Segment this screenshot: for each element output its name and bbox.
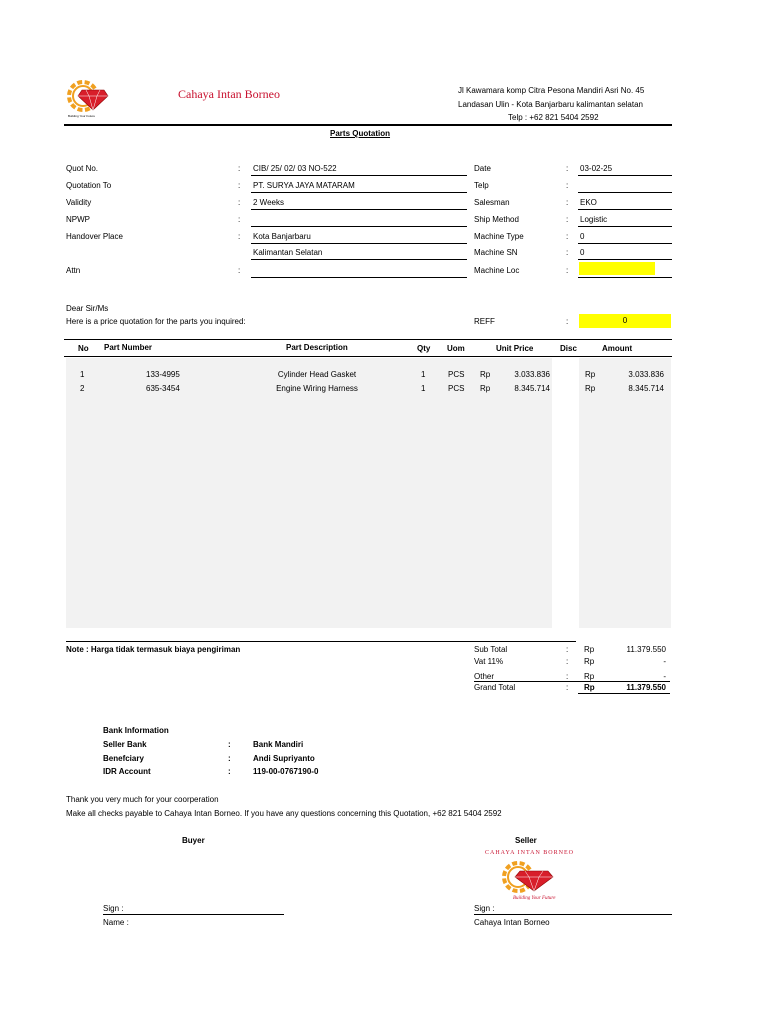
field-underline bbox=[251, 209, 467, 210]
row-no: 1 bbox=[80, 370, 85, 379]
row-description: Engine Wiring Harness bbox=[276, 384, 358, 393]
field-value: CIB/ 25/ 02/ 03 NO-522 bbox=[253, 164, 337, 173]
table-header-border bbox=[64, 356, 672, 357]
field-colon: : bbox=[566, 164, 569, 173]
totals-top-border bbox=[66, 641, 576, 642]
field-value: PT. SURYA JAYA MATARAM bbox=[253, 181, 355, 190]
row-currency: Rp bbox=[480, 370, 491, 379]
total-currency: Rp bbox=[584, 657, 595, 666]
row-part-number: 635-3454 bbox=[146, 384, 180, 393]
field-colon: : bbox=[238, 232, 241, 241]
table-body-bg-left bbox=[66, 358, 552, 628]
field-colon: : bbox=[566, 198, 569, 207]
field-label: Quot No. bbox=[66, 164, 99, 173]
total-colon: : bbox=[566, 645, 569, 654]
total-currency: Rp bbox=[584, 683, 595, 692]
field-colon: : bbox=[238, 164, 241, 173]
checks-text: Make all checks payable to Cahaya Intan Borneo. If you have any questions concerning this Quotation, +62 821 5404 2592 bbox=[66, 809, 502, 818]
field-underline bbox=[578, 243, 672, 244]
bank-heading: Bank Information bbox=[103, 726, 169, 735]
row-uom: PCS bbox=[448, 384, 465, 393]
field-colon: : bbox=[238, 181, 241, 190]
diamond-icon bbox=[78, 90, 108, 110]
row-part-number: 133-4995 bbox=[146, 370, 180, 379]
field-label: Machine Type bbox=[474, 232, 524, 241]
buyer-sign: Sign : bbox=[103, 904, 124, 913]
total-value: 11.379.550 bbox=[626, 683, 666, 692]
field-value: 2 Weeks bbox=[253, 198, 284, 207]
seller-stamp-name: CAHAYA INTAN BORNEO bbox=[485, 850, 574, 856]
field-label: Handover Place bbox=[66, 232, 123, 241]
field-label: Machine SN bbox=[474, 248, 518, 257]
field-value: Kalimantan Selatan bbox=[253, 248, 323, 257]
field-colon: : bbox=[566, 215, 569, 224]
row-qty: 1 bbox=[421, 370, 426, 379]
row-description: Cylinder Head Gasket bbox=[277, 370, 357, 379]
total-colon: : bbox=[566, 657, 569, 666]
field-underline bbox=[578, 175, 672, 176]
row-currency: Rp bbox=[585, 370, 596, 379]
company-address-1: Jl Kawamara komp Citra Pesona Mandiri Asri No. 45 bbox=[458, 86, 645, 95]
col-amount: Amount bbox=[602, 344, 633, 353]
field-underline bbox=[251, 175, 467, 176]
field-underline bbox=[578, 192, 672, 193]
company-address-2: Landasan Ulin - Kota Banjarbaru kalimantan selatan bbox=[458, 100, 644, 109]
diamond-icon bbox=[515, 871, 553, 891]
field-underline bbox=[251, 192, 467, 193]
bank-value: 119-00-0767190-0 bbox=[253, 767, 319, 776]
field-underline bbox=[251, 259, 467, 260]
bank-colon: : bbox=[228, 767, 231, 776]
col-no: No bbox=[78, 344, 89, 353]
grand-total-bottom-border bbox=[578, 693, 670, 694]
row-amount: 8.345.714 bbox=[628, 384, 664, 393]
field-underline bbox=[578, 277, 672, 278]
machine-loc-highlight bbox=[579, 262, 655, 275]
seller-title: Seller bbox=[515, 836, 537, 845]
bank-value: Andi Supriyanto bbox=[253, 754, 315, 763]
field-label: Quotation To bbox=[66, 181, 112, 190]
table-body-bg-right bbox=[579, 358, 671, 628]
field-colon: : bbox=[238, 215, 241, 224]
total-currency: Rp bbox=[584, 672, 595, 681]
total-label: Grand Total bbox=[474, 683, 516, 692]
bank-label: IDR Account bbox=[103, 767, 151, 776]
total-value: 11.379.550 bbox=[626, 645, 666, 654]
field-value: Logistic bbox=[580, 215, 608, 224]
col-uom: Uom bbox=[447, 344, 465, 353]
col-part-number: Part Number bbox=[104, 343, 153, 352]
header-divider bbox=[64, 124, 672, 126]
buyer-sign-line bbox=[103, 914, 284, 915]
seller-stamp-logo bbox=[498, 858, 562, 900]
total-label: Vat 11% bbox=[474, 657, 504, 666]
bank-value: Bank Mandiri bbox=[253, 740, 304, 749]
field-colon: : bbox=[238, 198, 241, 207]
field-label: Attn bbox=[66, 266, 81, 275]
row-currency: Rp bbox=[585, 384, 596, 393]
seller-sign: Sign : bbox=[474, 904, 495, 913]
bank-label: Benefciary bbox=[103, 754, 144, 763]
col-description: Part Description bbox=[286, 343, 348, 352]
col-disc: Disc bbox=[560, 344, 577, 353]
field-underline bbox=[578, 209, 672, 210]
company-phone: Telp : +62 821 5404 2592 bbox=[508, 113, 599, 122]
field-label: NPWP bbox=[66, 215, 90, 224]
field-underline bbox=[251, 226, 467, 227]
total-colon: : bbox=[566, 672, 569, 681]
col-unit-price: Unit Price bbox=[496, 344, 534, 353]
field-label: Validity bbox=[66, 198, 92, 207]
field-value: EKO bbox=[580, 198, 597, 207]
row-uom: PCS bbox=[448, 370, 465, 379]
bank-colon: : bbox=[228, 740, 231, 749]
total-currency: Rp bbox=[584, 645, 595, 654]
field-label: Ship Method bbox=[474, 215, 519, 224]
reff-colon: : bbox=[566, 317, 569, 326]
field-colon: : bbox=[566, 181, 569, 190]
row-amount: 3.033.836 bbox=[628, 370, 664, 379]
logo-tagline: Building Your Future bbox=[68, 114, 96, 118]
grand-total-border bbox=[474, 681, 670, 682]
total-label: Other bbox=[474, 672, 495, 681]
company-name: Cahaya Intan Borneo bbox=[178, 87, 280, 101]
field-colon: : bbox=[566, 248, 569, 257]
field-colon: : bbox=[566, 266, 569, 275]
field-underline bbox=[251, 277, 467, 278]
field-colon: : bbox=[238, 266, 241, 275]
field-value: 0 bbox=[580, 232, 585, 241]
bank-label: Seller Bank bbox=[103, 740, 147, 749]
field-label: Salesman bbox=[474, 198, 510, 207]
reff-label: REFF bbox=[474, 317, 495, 326]
field-underline bbox=[251, 243, 467, 244]
seller-name: Cahaya Intan Borneo bbox=[474, 918, 550, 927]
buyer-name: Name : bbox=[103, 918, 129, 927]
field-label: Telp bbox=[474, 181, 489, 190]
note: Note : Harga tidak termasuk biaya pengiriman bbox=[66, 645, 241, 654]
row-unit-price: 3.033.836 bbox=[514, 370, 550, 379]
intro-text: Here is a price quotation for the parts you inquired: bbox=[66, 317, 246, 326]
total-label: Sub Total bbox=[474, 645, 508, 654]
col-qty: Qty bbox=[417, 344, 431, 353]
greeting: Dear Sir/Ms bbox=[66, 304, 109, 313]
total-colon: : bbox=[566, 683, 569, 692]
table-top-border bbox=[64, 339, 672, 340]
bank-colon: : bbox=[228, 754, 231, 763]
total-value: - bbox=[663, 672, 666, 681]
field-value: 0 bbox=[580, 248, 585, 257]
field-underline bbox=[578, 259, 672, 260]
row-qty: 1 bbox=[421, 384, 426, 393]
seller-stamp-tagline: Building Your Future bbox=[513, 896, 556, 901]
buyer-title: Buyer bbox=[182, 836, 205, 845]
field-colon: : bbox=[566, 232, 569, 241]
field-value: 03-02-25 bbox=[580, 164, 613, 173]
row-currency: Rp bbox=[480, 384, 491, 393]
thanks-text: Thank you very much for your coorperation bbox=[66, 795, 219, 804]
field-label: Date bbox=[474, 164, 491, 173]
field-underline bbox=[578, 226, 672, 227]
field-label: Machine Loc bbox=[474, 266, 520, 275]
row-no: 2 bbox=[80, 384, 85, 393]
doc-title: Parts Quotation bbox=[330, 129, 391, 138]
seller-sign-line bbox=[474, 914, 672, 915]
reff-value: 0 bbox=[579, 314, 671, 328]
row-unit-price: 8.345.714 bbox=[514, 384, 550, 393]
field-value: Kota Banjarbaru bbox=[253, 232, 311, 241]
total-value: - bbox=[663, 657, 666, 666]
